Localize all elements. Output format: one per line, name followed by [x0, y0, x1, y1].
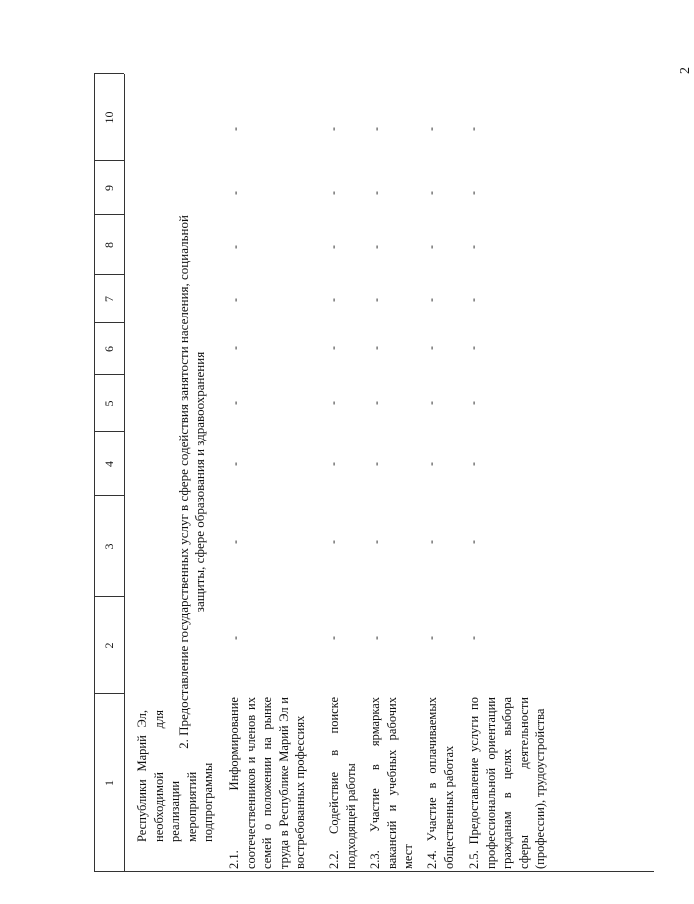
value-dash: -: [369, 462, 383, 466]
value-dash: -: [369, 401, 383, 405]
value-dash: -: [466, 245, 480, 249]
value-dash: -: [424, 127, 438, 131]
column-header: 1: [102, 780, 116, 786]
value-dash: -: [228, 127, 242, 131]
value-dash: -: [466, 401, 480, 405]
value-dash: -: [369, 191, 383, 195]
row-label: 2.4. Участие в оплачиваемых общественных работах: [425, 697, 456, 869]
value-dash: -: [466, 127, 480, 131]
column-header: 2: [102, 642, 116, 649]
row-label: 2.3. Участие в ярмарках вакансий и учебных рабочих мест: [368, 697, 415, 869]
value-dash: -: [326, 636, 340, 640]
value-dash: -: [326, 191, 340, 195]
column-header: 9: [102, 185, 116, 191]
table-left-border: [94, 871, 654, 872]
row-label: 2.2. Содействие в поиске подходящей работы: [327, 697, 358, 869]
value-dash: -: [326, 401, 340, 405]
value-dash: -: [424, 462, 438, 466]
value-dash: -: [228, 245, 242, 249]
value-dash: -: [466, 540, 480, 544]
value-dash: -: [326, 127, 340, 131]
value-dash: -: [424, 636, 438, 640]
column-header: 4: [102, 461, 116, 467]
value-dash: -: [424, 298, 438, 302]
value-dash: -: [326, 346, 340, 350]
value-dash: -: [228, 191, 242, 195]
value-dash: -: [466, 346, 480, 350]
value-dash: -: [326, 245, 340, 249]
value-dash: -: [466, 636, 480, 640]
value-dash: -: [424, 245, 438, 249]
value-dash: -: [228, 298, 242, 302]
value-dash: -: [326, 540, 340, 544]
value-dash: -: [369, 540, 383, 544]
column-header: 3: [102, 543, 116, 550]
row-label: 2.5. Предоставление услуги по профессиональной ориентации гражданам в целях выбора сферы деятельности (профессии), трудоустройства: [467, 697, 547, 869]
value-dash: -: [424, 540, 438, 544]
value-dash: -: [228, 462, 242, 466]
program-table: [94, 74, 654, 872]
section-title: 2. Предоставление государственных услуг в сфере содействия занятости населения, социальной защиты, сфере образования и здравоохранения: [176, 215, 207, 749]
value-dash: -: [228, 540, 242, 544]
value-dash: -: [424, 191, 438, 195]
value-dash: -: [369, 245, 383, 249]
value-dash: -: [326, 298, 340, 302]
value-dash: -: [326, 462, 340, 466]
value-dash: -: [369, 127, 383, 131]
column-header: 10: [102, 111, 116, 124]
column-header: 7: [102, 296, 116, 302]
value-dash: -: [466, 191, 480, 195]
value-dash: -: [228, 346, 242, 350]
value-dash: -: [369, 346, 383, 350]
column-header: 5: [102, 400, 116, 407]
header-bottom-border: [124, 74, 125, 872]
value-dash: -: [369, 636, 383, 640]
value-dash: -: [228, 401, 242, 405]
value-dash: -: [369, 298, 383, 302]
intro-row-text: Республики Марий Эл, необходимой для реализации мероприятий подпрограммы: [135, 710, 215, 842]
value-dash: -: [424, 346, 438, 350]
row-label: 2.1. Информирование соотечественников и членов их семей о положении на рынке труда в Республике Марий Эл и востребованных профессиях: [227, 697, 307, 869]
page-number: 2: [678, 67, 693, 74]
value-dash: -: [466, 298, 480, 302]
column-header: 8: [102, 242, 116, 248]
value-dash: -: [228, 636, 242, 640]
column-header: 6: [102, 346, 116, 352]
value-dash: -: [466, 462, 480, 466]
value-dash: -: [424, 401, 438, 405]
